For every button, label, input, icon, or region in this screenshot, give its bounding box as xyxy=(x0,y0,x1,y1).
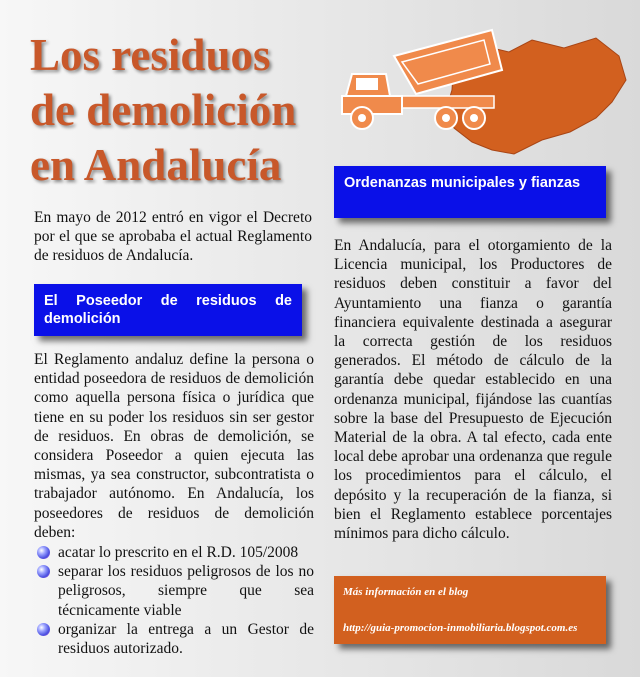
poseedor-body: El Reglamento andaluz define la persona o entidad poseedora de residuos de demolición como aquella persona física o jurídica que tiene en su poder los residuos sin ser gestor de residuos. En obras de demolición, se considera Poseedor a quien ejecuta las mismas, ya sea constructor, subcontratista o trabajador autónomo. En Andalucía, los poseedores de residuos de demolición deben: xyxy=(34,351,314,541)
blog-info-box xyxy=(334,576,606,644)
title-line-1: Los residuos xyxy=(30,30,271,80)
dump-truck-map-icon xyxy=(334,18,634,168)
bullet-sphere-icon xyxy=(37,565,50,578)
page-title xyxy=(30,28,360,193)
blog-url-link[interactable]: http://guia-promocion-inmobiliaria.blogspot.com.es xyxy=(343,622,578,634)
ordenanzas-heading: Ordenanzas municipales y fianzas xyxy=(334,166,606,218)
list-item xyxy=(34,562,314,620)
intro-paragraph: En mayo de 2012 entró en vigor el Decreto por el que se aprobaba el actual Reglamento de residuos de Andalucía. xyxy=(34,209,312,264)
title-line-3: en Andalucía xyxy=(30,140,282,190)
blog-info-label: Más información en el blog xyxy=(343,586,469,598)
list-item-text: organizar la entrega a un Gestor de residuos autorizado. xyxy=(58,620,314,658)
title-line-2: de demolición xyxy=(30,85,297,135)
bullet-sphere-icon xyxy=(37,546,50,559)
list-item-text: acatar lo prescrito en el R.D. 105/2008 xyxy=(58,544,299,561)
bullet-sphere-icon xyxy=(37,623,50,636)
poseedor-heading: El Poseedor de residuos de demolición xyxy=(34,284,302,336)
list-item xyxy=(34,620,314,658)
list-item-text: separar los residuos peligrosos de los no peligrosos, siempre que sea técnicamente viable xyxy=(58,563,314,619)
list-item xyxy=(34,543,314,562)
ordenanzas-body: En Andalucía, para el otorgamiento de la Licencia municipal, los Productores de residuos deben constituir a favor del Ayuntamiento una fianza o garantía financiera equivalente destinada a asegurar la correcta gestión de los residuos generados. El método de cálculo de la garantía debe quedar establecido en una ordenanza municipal, fijándose las cuantías sobre la base del Presupuesto de Ejecución Material de la obra. A tal efecto, cada ente local debe aprobar una ordenanza que regule los procedimientos para el cálculo, el depósito y la recuperación de la fianza, si bien el Reglamento establece porcentajes mínimos para dicho cálculo. xyxy=(334,237,612,543)
obligations-list xyxy=(34,543,314,658)
